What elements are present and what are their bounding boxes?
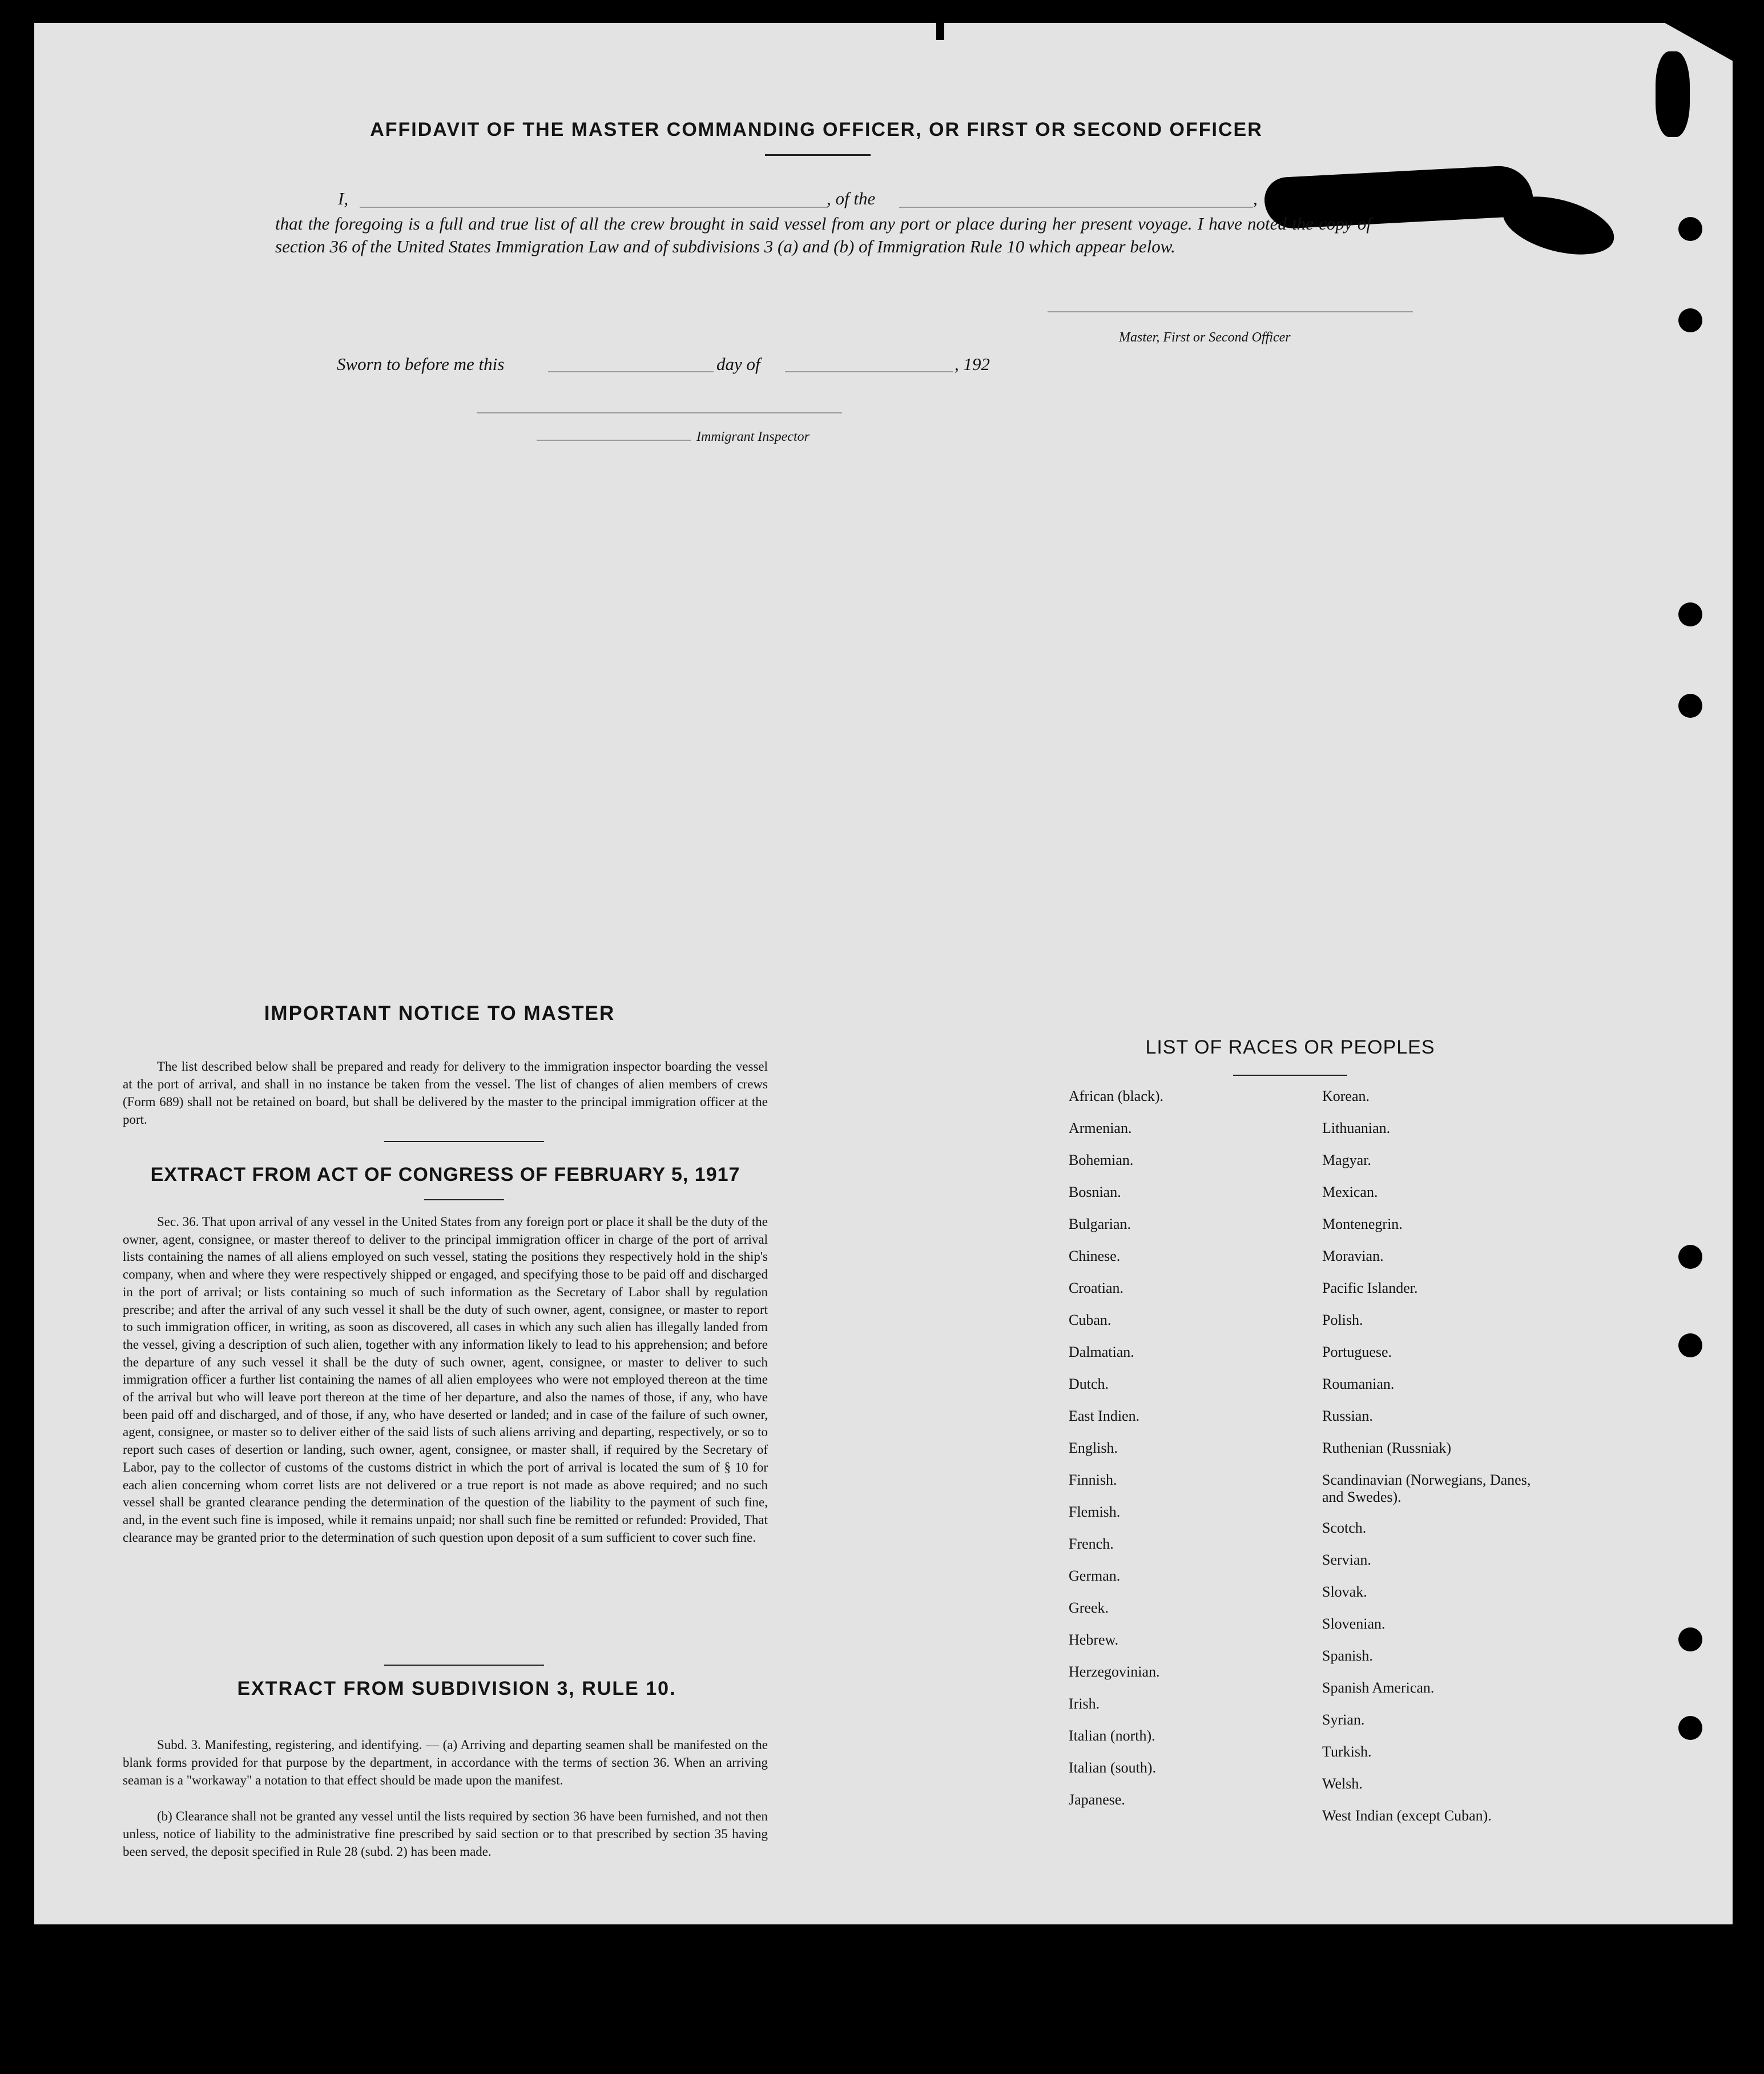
race-item: Herzegovinian. <box>1069 1663 1160 1680</box>
race-item: Greek. <box>1069 1599 1109 1616</box>
rule-extract-para-b: (b) Clearance shall not be granted any vessel until the lists required by section 36 have been furnished, and not then unless, notice of liability to the administrative fine prescribed by said section or to that prescribed by section 35 having been served, the deposit specified in Rule 28 (subd. 2) has been made. <box>123 1809 768 1859</box>
act-extract-body: Sec. 36. That upon arrival of any vessel in the United States from any foreign port or place it shall be the duty of the owner, agent, consignee, or master thereof to deliver to the principal immigration officer in charge of the port of arrival lists containing the names of all aliens employed on such vessel, stating the positions they respectively hold in the ship's company, when and where they were respectively shipped or engaged, and specifying those to be paid off and discharged in the port of arrival; or lists containing so much of such information as the Secretary of Labor shall by regulation prescribe; and after the arrival of any such vessel it shall be the duty of such owner, agent, consignee, or master to report to such immigration officer, in writing, as soon as discovered, all cases in which any such alien has illegally landed from the vessel, giving a description of such alien, together with any information likely to lead to his apprehension; and before the departure of any such vessel it shall be the duty of such owner, agent, consignee, or master to deliver to such immigration officer a further list containing the names of all alien employees who were not employed thereon at the time of the arrival but who will leave port thereon at the time of her departure, and also the names of those, if any, who have been paid off and discharged, and of those, if any, who have deserted or landed; and in case of the failure of such owner, agent, consignee, or master so to deliver either of the said lists of such aliens arriving and departing, respectively, or so to report such cases of desertion or landing, such owner, agent, consignee, or master shall, if required by the Secretary of Labor, pay to the collector of customs of the customs district in which the port of arrival is located the sum of § 10 for each alien concerning whom corret lists are not delivered or a true report is not made as above required; and no such vessel shall be granted clearance pending the determination of the question of the liability to the payment of such fine, and, in the event such fine is imposed, while it remains unpaid; nor shall such fine be remitted or refunded: Provided, That clearance may be granted prior to the determination of such question upon deposit of a sum sufficient to cover such fine. <box>123 1215 768 1545</box>
races-right-column <box>1322 1088 1539 1839</box>
race-item: Croatian. <box>1069 1280 1124 1296</box>
race-item: Irish. <box>1069 1695 1100 1712</box>
race-item: Finnish. <box>1069 1472 1117 1488</box>
title-underline <box>765 154 871 156</box>
punch-hole <box>1678 1333 1702 1357</box>
race-item: Chinese. <box>1069 1248 1121 1264</box>
race-item: Hebrew. <box>1069 1631 1119 1648</box>
name-blank <box>360 207 828 208</box>
divider <box>384 1141 544 1142</box>
race-item: French. <box>1069 1536 1114 1552</box>
affidavit-comma: , <box>1253 188 1258 208</box>
sworn-day-blank <box>548 371 714 372</box>
race-item: Slovenian. <box>1322 1615 1386 1632</box>
divider <box>384 1665 544 1666</box>
rule-extract-para-a: Subd. 3. Manifesting, registering, and identifying. — (a) Arriving and departing seamen shall be manifested on the blank forms provided for that purpose by the department, in accordance with the terms of section 36. When an arriving seaman is a "workaway" a notation to that effect should be made upon the manifest. <box>123 1738 768 1787</box>
ink-blot <box>936 17 944 40</box>
race-item: Slovak. <box>1322 1583 1367 1600</box>
race-item: Dutch. <box>1069 1376 1109 1392</box>
race-item: Bulgarian. <box>1069 1216 1131 1232</box>
race-item: Dalmatian. <box>1069 1344 1134 1360</box>
sworn-day: day of <box>716 354 760 374</box>
race-item: Russian. <box>1322 1408 1373 1424</box>
punch-hole <box>1678 1627 1702 1651</box>
race-item: Bosnian. <box>1069 1184 1121 1200</box>
race-item: Korean. <box>1322 1088 1370 1104</box>
sworn-year: , 192 <box>955 354 990 374</box>
signature-line <box>1048 311 1413 312</box>
notice-title: IMPORTANT NOTICE TO MASTER <box>264 1002 615 1024</box>
inspector-line <box>477 412 842 413</box>
divider <box>424 1199 504 1200</box>
race-item: Ruthenian (Russniak) <box>1322 1440 1452 1456</box>
race-item: Mexican. <box>1322 1184 1378 1200</box>
race-item: Syrian. <box>1322 1711 1365 1728</box>
race-item: English. <box>1069 1440 1118 1456</box>
punch-hole <box>1678 1716 1702 1740</box>
punch-hole <box>1678 217 1702 241</box>
affidavit-i: I, <box>338 188 349 208</box>
race-item: German. <box>1069 1567 1121 1584</box>
race-item: Roumanian. <box>1322 1376 1395 1392</box>
signature-label: Master, First or Second Officer <box>1119 330 1291 345</box>
race-item: Italian (north). <box>1069 1727 1155 1744</box>
race-item: East Indien. <box>1069 1408 1140 1424</box>
punch-hole <box>1678 308 1702 332</box>
races-left-column <box>1069 1088 1163 1823</box>
race-item: Servian. <box>1322 1552 1371 1568</box>
race-item: Scotch. <box>1322 1520 1367 1536</box>
inspector-line-2 <box>537 440 691 441</box>
race-item: Spanish. <box>1322 1647 1373 1664</box>
race-item: Portuguese. <box>1322 1344 1392 1360</box>
sworn-prefix: Sworn to before me this <box>337 354 505 374</box>
race-item: Polish. <box>1322 1312 1363 1328</box>
affidavit-body: that the foregoing is a full and true list of all the crew brought in said vessel from any port or place during her present voyage. I have noted the copy of section 36 of the United States Immigration Law and of subdivisions 3 (a) and (b) of Immigration Rule 10 which appear below. <box>275 214 1371 256</box>
race-item: Turkish. <box>1322 1743 1372 1760</box>
inspector-label: Immigrant Inspector <box>696 429 809 444</box>
races-title: LIST OF RACES OR PEOPLES <box>1145 1036 1435 1058</box>
punch-hole <box>1678 602 1702 626</box>
rule-extract-title: EXTRACT FROM SUBDIVISION 3, RULE 10. <box>237 1678 676 1699</box>
race-item: Armenian. <box>1069 1120 1132 1136</box>
punch-hole <box>1678 694 1702 718</box>
vessel-blank <box>899 207 1253 208</box>
race-item: Pacific Islander. <box>1322 1280 1418 1296</box>
race-item: Bohemian. <box>1069 1152 1134 1168</box>
race-item: African (black). <box>1069 1088 1164 1104</box>
race-item: Moravian. <box>1322 1248 1384 1264</box>
race-item: Lithuanian. <box>1322 1120 1391 1136</box>
notice-body: The list described below shall be prepared and ready for delivery to the immigration inspector boarding the vessel at the port of arrival, and shall in no instance be taken from the vessel. The list of changes of alien members of crews (Form 689) shall not be retained on board, but shall be delivered by the master to the principal immigration officer at the port. <box>123 1059 768 1127</box>
race-item: Flemish. <box>1069 1504 1121 1520</box>
race-item: Cuban. <box>1069 1312 1111 1328</box>
race-item: Japanese. <box>1069 1791 1125 1808</box>
punch-hole <box>1678 1245 1702 1269</box>
race-item: Scandinavian (Norwegians, Danes, and Swedes). <box>1322 1472 1531 1505</box>
race-item: Italian (south). <box>1069 1759 1157 1776</box>
affidavit-title: AFFIDAVIT OF THE MASTER COMMANDING OFFICER, OR FIRST OR SECOND OFFICER <box>370 119 1263 140</box>
affidavit-of-the: , of the <box>827 188 876 208</box>
race-item: Magyar. <box>1322 1152 1371 1168</box>
ink-blot <box>1656 51 1690 137</box>
sworn-month-blank <box>785 371 953 372</box>
race-item: Spanish American. <box>1322 1679 1435 1696</box>
act-extract-title: EXTRACT FROM ACT OF CONGRESS OF FEBRUARY 5, 1917 <box>150 1164 740 1185</box>
divider <box>1233 1075 1347 1076</box>
race-item: Welsh. <box>1322 1775 1363 1792</box>
race-item: West Indian (except Cuban). <box>1322 1807 1492 1824</box>
race-item: Montenegrin. <box>1322 1216 1403 1232</box>
